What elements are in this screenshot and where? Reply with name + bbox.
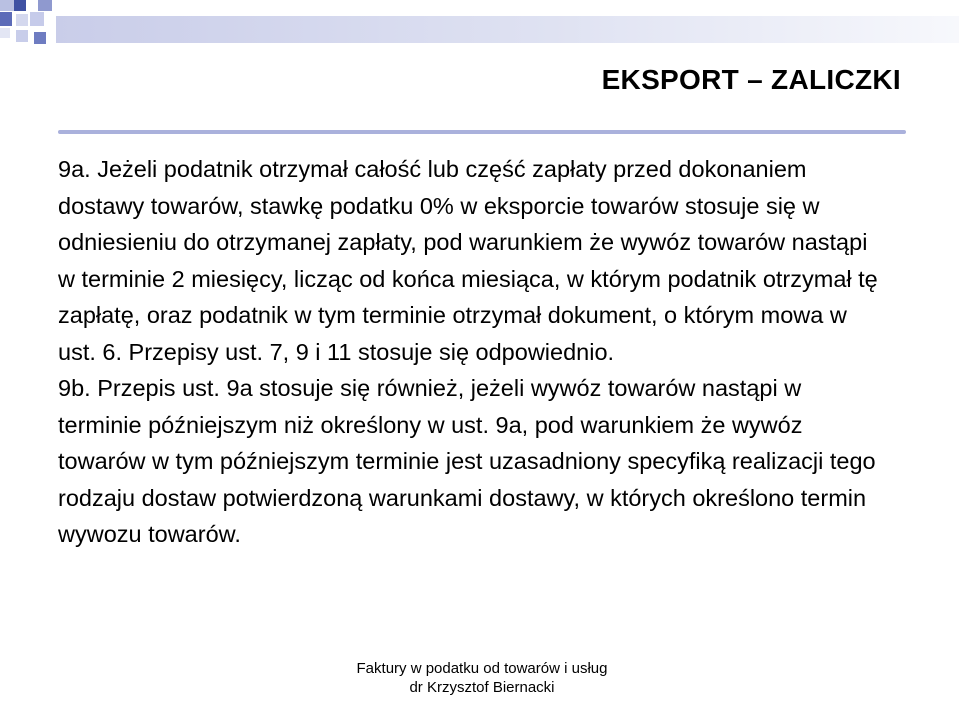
paragraph-9a: 9a. Jeżeli podatnik otrzymał całość lub część zapłaty przed dokonaniem dostawy towarów, stawkę podatku 0% w eksporcie towarów stosuje się w odniesieniu do otrzymanej zapłaty, pod warunkiem że wywóz towarów nastąpi w terminie 2 miesięcy, licząc od końca miesiąca, w którym podatnik otrzymał tę zapłatę, oraz podatnik w tym terminie otrzymał dokument, o którym mowa w ust. 6. Przepisy ust. 7, 9 i 11 stosuje się odpowiednio. xyxy=(58,156,878,365)
slide-body xyxy=(58,151,878,553)
slide-footer xyxy=(347,659,617,697)
decor-square xyxy=(0,12,12,26)
footer-course-title: Faktury w podatku od towarów i usług xyxy=(356,660,608,677)
paragraph-9b: 9b. Przepis ust. 9a stosuje się również, jeżeli wywóz towarów nastąpi w terminie późniejszym niż określony w ust. 9a, pod warunkiem że wywóz towarów w tym późniejszym terminie jest uzasadniony specyfiką realizacji tego rodzaju dostaw potwierdzoną warunkami dostawy, w których określono termin wywozu towarów. xyxy=(58,375,876,547)
decor-square xyxy=(16,14,28,26)
decor-square xyxy=(16,30,28,42)
decor-square xyxy=(30,12,44,26)
footer-author: dr Krzysztof Biernacki xyxy=(409,679,555,696)
decor-square xyxy=(38,0,52,11)
decor-square xyxy=(0,28,10,38)
header-band xyxy=(56,16,959,43)
decor-square xyxy=(14,0,26,11)
title-divider xyxy=(58,130,906,134)
decor-square xyxy=(0,0,14,11)
decor-square xyxy=(34,32,46,44)
slide-title: EKSPORT – ZALICZKI xyxy=(601,64,901,95)
